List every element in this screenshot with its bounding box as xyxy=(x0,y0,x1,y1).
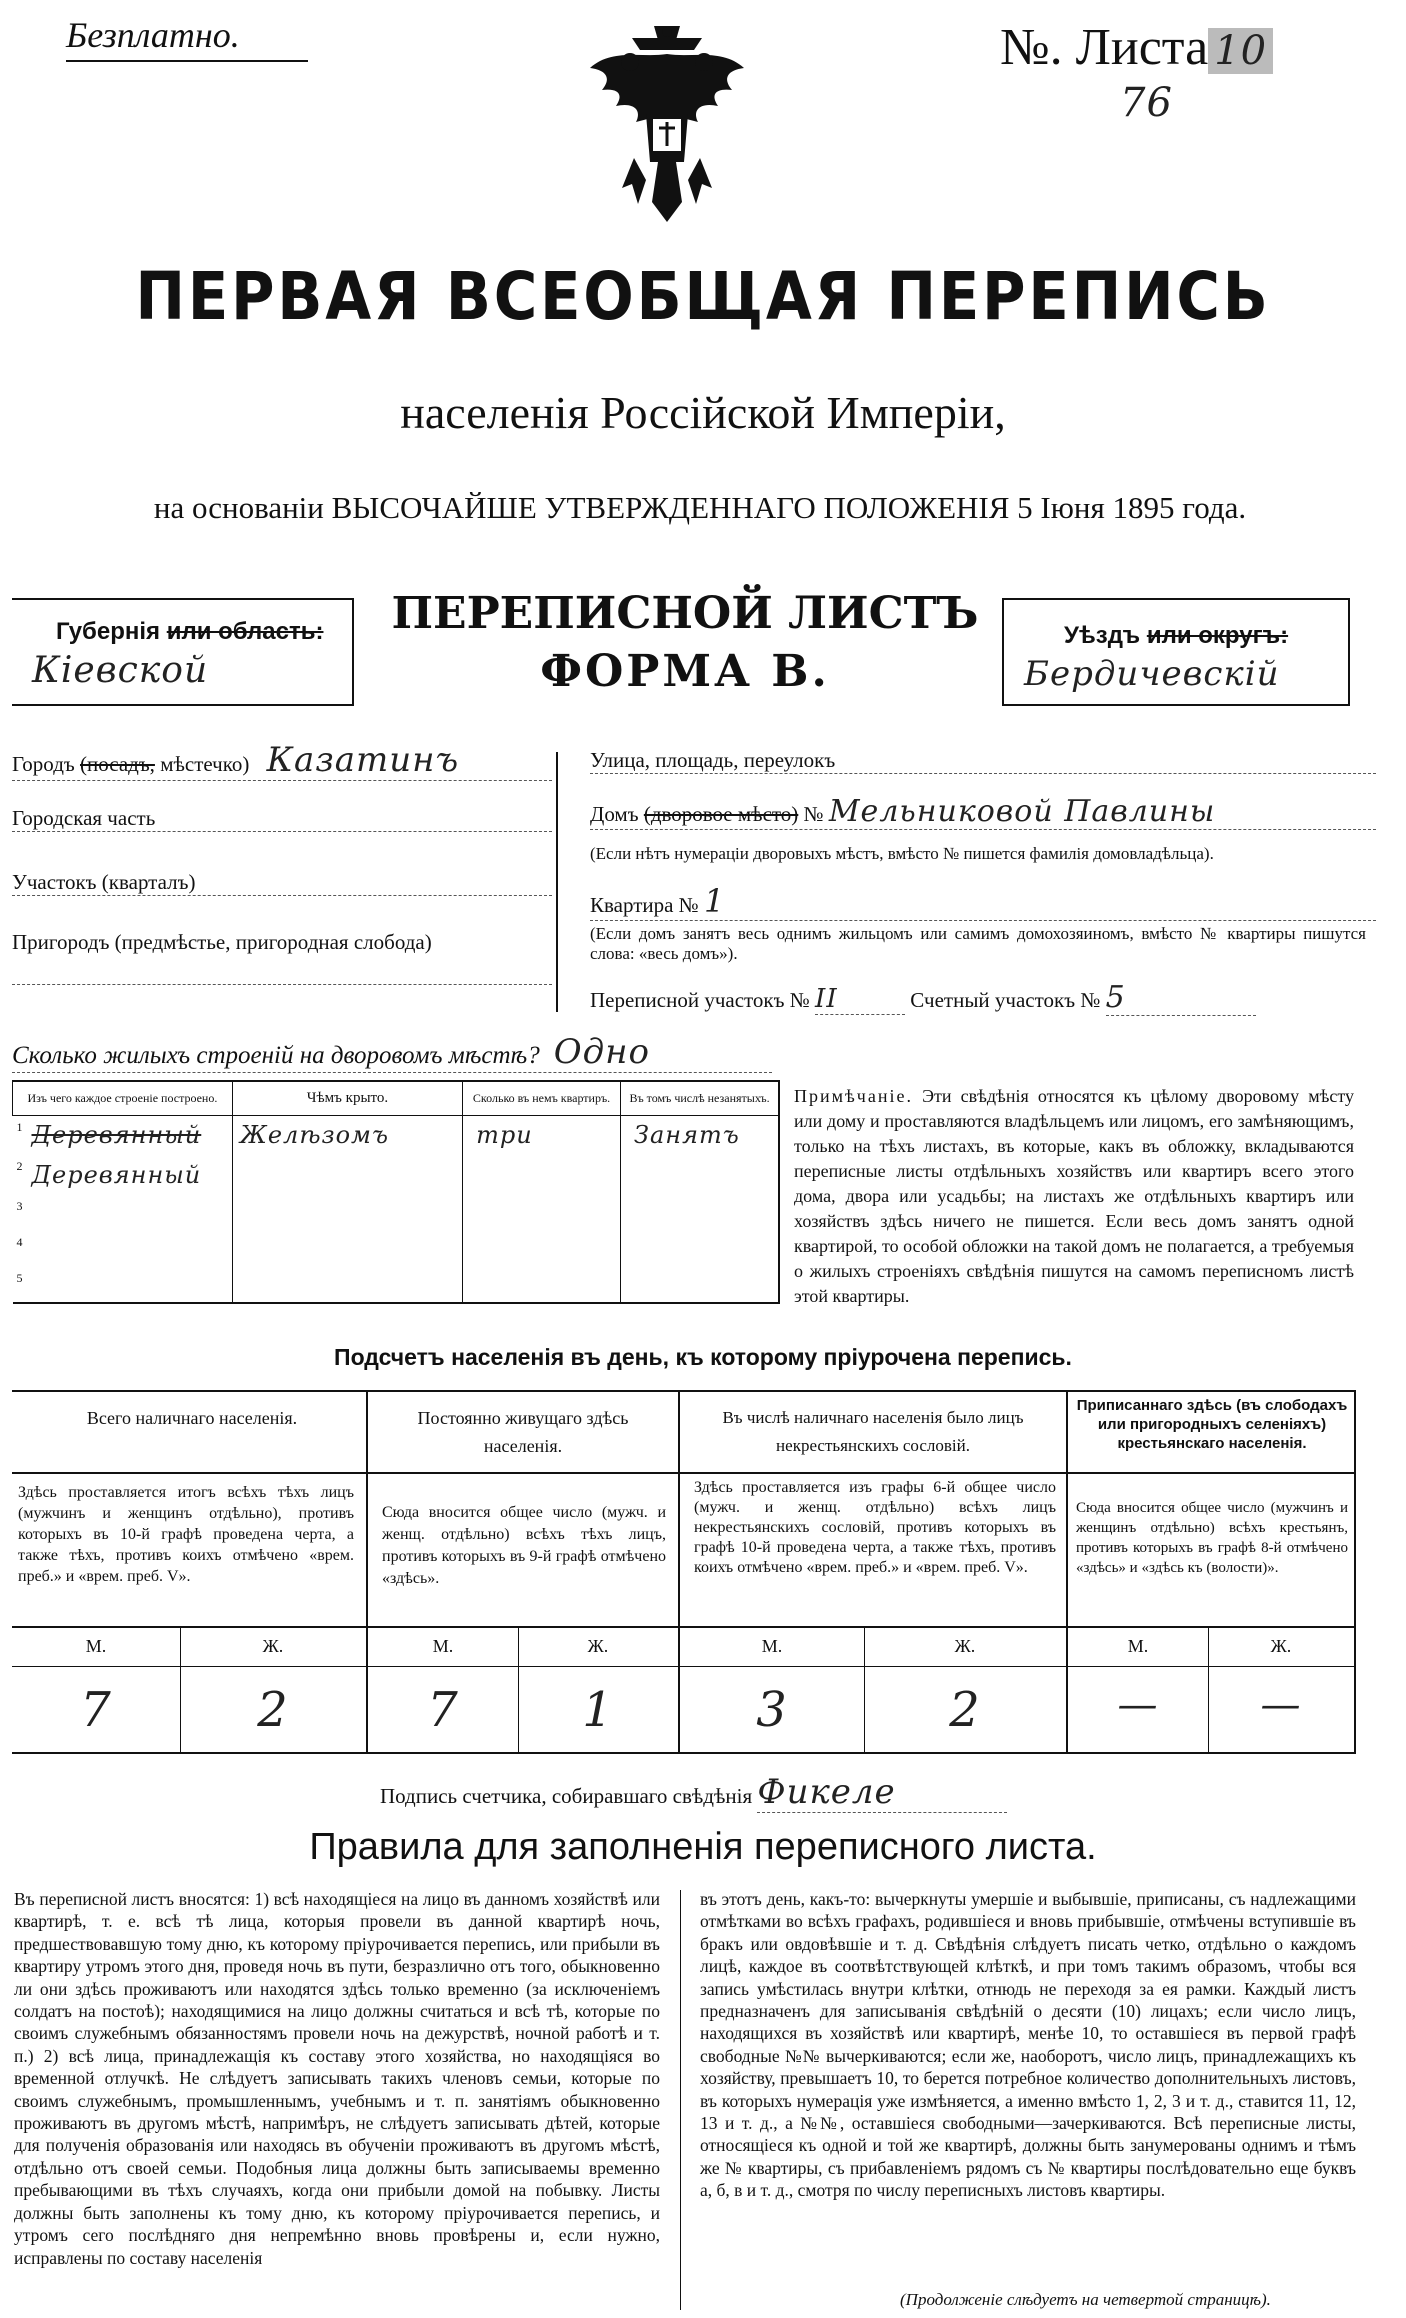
m-label: М. xyxy=(761,1636,783,1656)
city-part-label: Городская часть xyxy=(12,806,156,830)
vacant-value: Занятъ xyxy=(634,1121,740,1150)
f-label: Ж. xyxy=(954,1636,976,1656)
col-divider xyxy=(12,1626,366,1628)
roof-value: Желѣзомъ xyxy=(239,1121,389,1150)
census-row xyxy=(590,980,1376,1016)
uezd-label-row xyxy=(1064,622,1288,650)
col-apts-head: Сколько въ немъ квартиръ. xyxy=(463,1081,621,1115)
table-row xyxy=(13,1267,780,1303)
material-cell xyxy=(13,1231,233,1267)
m-label: М. xyxy=(432,1636,454,1656)
uezd-box xyxy=(1002,598,1350,706)
apts-cell xyxy=(463,1267,621,1303)
city-strike: (посадъ, xyxy=(79,752,155,776)
buildings-question-row xyxy=(12,1032,772,1073)
apts-cell xyxy=(463,1115,621,1155)
material-value: Деревянный xyxy=(31,1121,202,1150)
col-desc: Здѣсь проставляется изъ графы 6-й общее число (мужч. и женщ. отдѣльно) всѣхъ лицъ некрестьянскихъ сословій, противъ которыхъ въ графѣ 10-й проведена черта, а также тѣхъ, противъ коихъ отмѣчено «врем. преб.» и «врем. преб. V». xyxy=(694,1479,1056,1576)
col-divider xyxy=(12,1472,366,1474)
col-head: Всего наличнаго населенія. xyxy=(86,1408,298,1428)
census-district-value: II xyxy=(815,984,905,1015)
buildings-answer: Одно xyxy=(553,1032,651,1072)
material-cell xyxy=(13,1267,233,1303)
col-desc: Сюда вносится общее число (мужч. и женщ. отдѣльно) всѣхъ тѣхъ лицъ, противъ которыхъ въ 9-й графѣ отмѣчено «здѣсь». xyxy=(382,1504,666,1587)
free-label: Безплатно. xyxy=(66,15,240,55)
sheet-number-block xyxy=(1000,18,1273,77)
col-desc: Сюда вносится общее число (мужчинъ и женщинъ отдѣльно) всѣхъ крестьянъ, противъ которыхъ въ графѣ 8-й отмѣчено «здѣсь» и «здѣсь къ (волости)». xyxy=(1076,1500,1348,1576)
table-row xyxy=(13,1115,780,1155)
row-number: 1 xyxy=(16,1119,23,1134)
apts-cell xyxy=(463,1231,621,1267)
note-block xyxy=(794,1084,1354,1309)
m-value: 7 xyxy=(427,1682,459,1738)
col-divider xyxy=(680,1626,1066,1628)
population-col-resident xyxy=(368,1392,680,1752)
apartment-label: Квартира № xyxy=(590,893,699,917)
main-title: ПЕРВАЯ ВСЕОБЩАЯ ПЕРЕПИСЬ xyxy=(135,258,1271,335)
street-row xyxy=(590,748,1376,774)
apartment-value: 1 xyxy=(703,882,726,920)
table-row xyxy=(13,1195,780,1231)
col-divider xyxy=(1068,1626,1354,1628)
gubernia-value: Кіевской xyxy=(32,650,209,691)
signature-value: Фикеле xyxy=(757,1772,1007,1813)
col-material-head: Изъ чего каждое строеніе построено. xyxy=(13,1081,233,1115)
f-value: 2 xyxy=(257,1682,289,1738)
population-col-nonpeasant xyxy=(680,1392,1068,1752)
prigorod-label: Пригородъ (предмѣстье, пригородная слобода) xyxy=(12,930,432,954)
f-label: Ж. xyxy=(262,1636,284,1656)
col-divider xyxy=(12,1666,366,1667)
house-row xyxy=(590,794,1376,830)
roof-cell xyxy=(232,1231,462,1267)
prigorod-line xyxy=(12,984,552,985)
house-value: Мельниковой Павлины xyxy=(828,794,1216,829)
m-value: — xyxy=(1117,1682,1159,1728)
city-row xyxy=(12,740,552,781)
col-divider xyxy=(368,1666,678,1667)
uchastok-label: Участокъ (кварталъ) xyxy=(12,870,196,894)
census-district-label: Переписной участокъ № xyxy=(590,988,810,1012)
free-label-underline xyxy=(66,60,308,62)
f-label: Ж. xyxy=(1270,1636,1292,1656)
uezd-label: Уѣздъ xyxy=(1064,622,1141,649)
col-head: Постоянно живущаго здѣсь населенія. xyxy=(417,1408,629,1456)
row-number: 4 xyxy=(16,1235,23,1249)
city-rest: мѣстечко) xyxy=(160,752,250,776)
sheet-mark: 76 xyxy=(1120,80,1173,126)
m-value: 3 xyxy=(756,1682,788,1738)
col-divider xyxy=(1068,1472,1354,1474)
f-label: Ж. xyxy=(587,1636,609,1656)
row-number: 2 xyxy=(16,1159,23,1173)
vertical-divider xyxy=(556,752,558,1012)
col-divider xyxy=(1068,1666,1354,1667)
count-district-label: Счетный участокъ № xyxy=(910,988,1101,1012)
double-headed-eagle-emblem xyxy=(572,18,762,228)
m-label: М. xyxy=(85,1636,107,1656)
apartment-note: (Если домъ занятъ весь однимъ жильцомъ или самимъ домохозяиномъ, вмѣсто № квартиры пишутся слова: «весь домъ»). xyxy=(590,924,1366,963)
col-desc: Здѣсь проставляется итогъ всѣхъ тѣхъ лицъ (мужчинъ и женщинъ отдѣльно), противъ которыхъ въ 10-й графѣ проведена черта, а также тѣхъ, противъ коихъ отмѣчено «врем. преб.» и «врем. преб. V». xyxy=(18,1484,354,1585)
rules-column-divider xyxy=(680,1890,681,2310)
rules-right-column: въ этотъ день, какъ-то: вычеркнуты умершіе и выбывшіе, приписаны, съ надлежащими отмѣтками во всѣхъ графахъ, родившіеся и вновь прибывшіе, отмѣчены вступившіе въ бракъ или овдовѣвшіе и т. д. Свѣдѣнія слѣдуетъ писать четко, отдѣльно о каждомъ лицѣ, каждое въ соотвѣтствующей клѣткѣ, и при томъ такимъ образомъ, чтобы вся запись умѣстилась внутри клѣтки, отнюдь не переходя за ея рамки. Каждый листъ предназначенъ для записыванія свѣдѣній о десяти (10) лицахъ; если число лицъ, находящихся въ хозяйствѣ или квартирѣ, менѣе 10, то оставшіеся въ первой графѣ свободные №№ вычеркиваются; если же, наоборотъ, число лицъ, принадлежащихъ къ хозяйству, превышаетъ 10, то берется потребное количество дополнительныхъ листовъ, въ которыхъ нумерація уже измѣняется, а именно вмѣсто 1, 2, 3 и т. д., ставится 11, 12, 13 и т. д., а №№, оставшіеся свободными—зачеркиваются. Всѣ переписные листы, относящіеся къ одной и той же квартирѣ, должны быть занумерованы однимъ и тѣмъ же № квартиры, съ прибавленіемъ рядомъ съ № квартиры послѣдовательно еще буквъ а, б, в и т. д., смотря по числу переписныхъ листовъ квартиры. xyxy=(700,1889,1356,2201)
rules-title: Правила для заполненія переписного листа. xyxy=(309,1826,1097,1868)
buildings-header-row xyxy=(13,1081,780,1115)
roof-cell xyxy=(232,1155,462,1195)
prigorod-row xyxy=(12,930,552,955)
rules-left-column: Въ переписной листъ вносятся: 1) всѣ находящіеся на лицо въ данномъ хозяйствѣ или квартирѣ, т. е. всѣ тѣ лица, которыя провели въ данной квартирѣ ночь, предшествовавшую тому дню, къ которому пріурочивается перепись, или прибыли въ квартиру утромъ этого дня, проведя ночь въ пути, безразлично отъ того, обыкновенно ли они здѣсь проживаютъ или находятся здѣсь только временно (за исключеніемъ солдатъ на постоѣ); находящимися на лицо должны считаться и всѣ тѣ, которые по своимъ служебнымъ обязанностямъ провели ночь на дежурствѣ, ночной работѣ и т. п.) 2) всѣ лица, принадлежащія къ составу этого хозяйства, но находящіяся во временной отлучкѣ. Не слѣдуетъ записывать такихъ членовъ семьи, которые по своимъ служебнымъ, промышленнымъ, учебнымъ и т. п. занятіямъ обыкновенно проживаютъ въ другомъ мѣстѣ, напримѣръ, не слѣдуетъ записывать дѣтей, которые для полученія образованія или находясь въ обученіи проживаютъ въ другомъ мѣстѣ, отдѣльно отъ своей семьи. Подобныя лица должны быть записываемы временно пребывающими въ тѣхъ случаяхъ, когда они прибыли домой на побывку. Листы должны быть заполнены къ тому дню, къ которому пріурочивается перепись, и утромъ сего послѣдняго дня непремѣнно вновь провѣрены и, если нужно, исправлены по составу населенія xyxy=(14,1889,660,2268)
apts-cell xyxy=(463,1195,621,1231)
uezd-strike: или округъ: xyxy=(1146,622,1289,649)
note-label: Примѣчаніе. xyxy=(794,1086,913,1106)
vacant-cell xyxy=(621,1115,779,1155)
vacant-cell xyxy=(621,1155,779,1195)
buildings-question: Сколько жилыхъ строеній на дворовомъ мѣстѣ? xyxy=(12,1042,540,1069)
table-row xyxy=(13,1231,780,1267)
gubernia-strike: или область: xyxy=(166,618,324,645)
col-divider xyxy=(368,1472,678,1474)
row-number: 5 xyxy=(16,1271,23,1285)
col-divider xyxy=(680,1666,1066,1667)
col-head: Приписаннаго здѣсь (въ слободахъ или пригородныхъ селеніяхъ) крестьянскаго населенія. xyxy=(1076,1397,1348,1452)
material-cell xyxy=(13,1155,233,1195)
city-value: Казатинъ xyxy=(266,740,460,780)
gubernia-label-row xyxy=(56,618,323,646)
col-head: Въ числѣ наличнаго населенія было лицъ некрестьянскихъ сословій. xyxy=(722,1408,1024,1455)
signature-label: Подпись счетчика, собиравшаго свѣдѣнія xyxy=(380,1784,753,1808)
city-label: Городъ xyxy=(12,752,75,776)
f-value: 2 xyxy=(949,1682,981,1738)
apts-value: три xyxy=(476,1121,533,1150)
population-col-total xyxy=(12,1392,368,1752)
vacant-cell xyxy=(621,1195,779,1231)
material-cell xyxy=(13,1115,233,1155)
gubernia-box xyxy=(12,598,354,706)
rules-continued: (Продолженіе слѣдуетъ на четвертой страницѣ). xyxy=(900,2290,1271,2309)
street-label: Улица, площадь, переулокъ xyxy=(590,748,836,772)
vacant-cell xyxy=(621,1231,779,1267)
house-strike: (дворовое мѣсто) xyxy=(643,802,799,826)
signature-row xyxy=(380,1772,1060,1813)
city-part-row xyxy=(12,806,552,832)
apartment-row xyxy=(590,882,1376,921)
form-title: ПЕРЕПИСНОЙ ЛИСТЪ xyxy=(391,588,979,639)
apts-cell xyxy=(463,1155,621,1195)
house-label: Домъ xyxy=(590,802,639,826)
roof-cell xyxy=(232,1267,462,1303)
uchastok-row xyxy=(12,870,552,896)
f-value: 1 xyxy=(582,1682,614,1738)
population-title: Подсчетъ населенія въ день, къ которому пріурочена перепись. xyxy=(334,1344,1072,1370)
house-note: (Если нѣтъ нумераціи дворовыхъ мѣстъ, вмѣсто № пишется фамилія домовладѣльца). xyxy=(590,844,1214,863)
buildings-table xyxy=(12,1080,780,1304)
vacant-cell xyxy=(621,1267,779,1303)
col-divider xyxy=(368,1626,678,1628)
table-row xyxy=(13,1155,780,1195)
sheet-number: 10 xyxy=(1208,28,1273,74)
m-label: М. xyxy=(1127,1636,1149,1656)
f-value: — xyxy=(1260,1682,1302,1728)
gubernia-label: Губернія xyxy=(56,618,161,645)
house-no: № xyxy=(803,802,824,826)
material-value: Деревянный xyxy=(31,1161,202,1189)
sheet-label: №. Листа xyxy=(1000,19,1209,76)
m-value: 7 xyxy=(80,1682,112,1738)
uezd-value: Бердичевскій xyxy=(1024,654,1280,694)
population-table xyxy=(12,1390,1356,1754)
roof-cell xyxy=(232,1115,462,1155)
col-vacant-head: Въ томъ числѣ незанятыхъ. xyxy=(621,1081,779,1115)
col-roof-head: Чѣмъ крыто. xyxy=(232,1081,462,1115)
roof-cell xyxy=(232,1195,462,1231)
population-col-peasant xyxy=(1068,1392,1354,1752)
basis-line: на основаніи ВЫСОЧАЙШЕ УТВЕРЖДЕННАГО ПОЛОЖЕНІЯ 5 Іюня 1895 года. xyxy=(153,490,1247,525)
note-text: Эти свѣдѣнія относятся къ цѣлому дворовому мѣсту или дому и проставляются владѣльцемъ или лицомъ, его замѣняющимъ, только на тѣхъ листахъ, въ которые, какъ въ обложку, вкладываются переписные листы отдѣльныхъ хозяйствъ или квартиръ всего этого дома, двора или усадьбы; на листахъ же отдѣльныхъ квартиръ или хозяйствъ здѣсь ничего не пишется. Если весь домъ занятъ одной квартирой, то особой обложки на такой домъ не полагается, а требуемыя о жилыхъ строеніяхъ свѣдѣнія пишутся на самомъ переписномъ листѣ этой квартиры. xyxy=(794,1086,1354,1306)
count-district-value: 5 xyxy=(1106,980,1256,1016)
material-cell xyxy=(13,1195,233,1231)
col-divider xyxy=(680,1472,1066,1474)
subtitle: населенія Россійской Имперіи, xyxy=(400,387,1006,438)
row-number: 3 xyxy=(16,1199,23,1213)
form-subtitle: ФОРМА В. xyxy=(540,646,830,697)
